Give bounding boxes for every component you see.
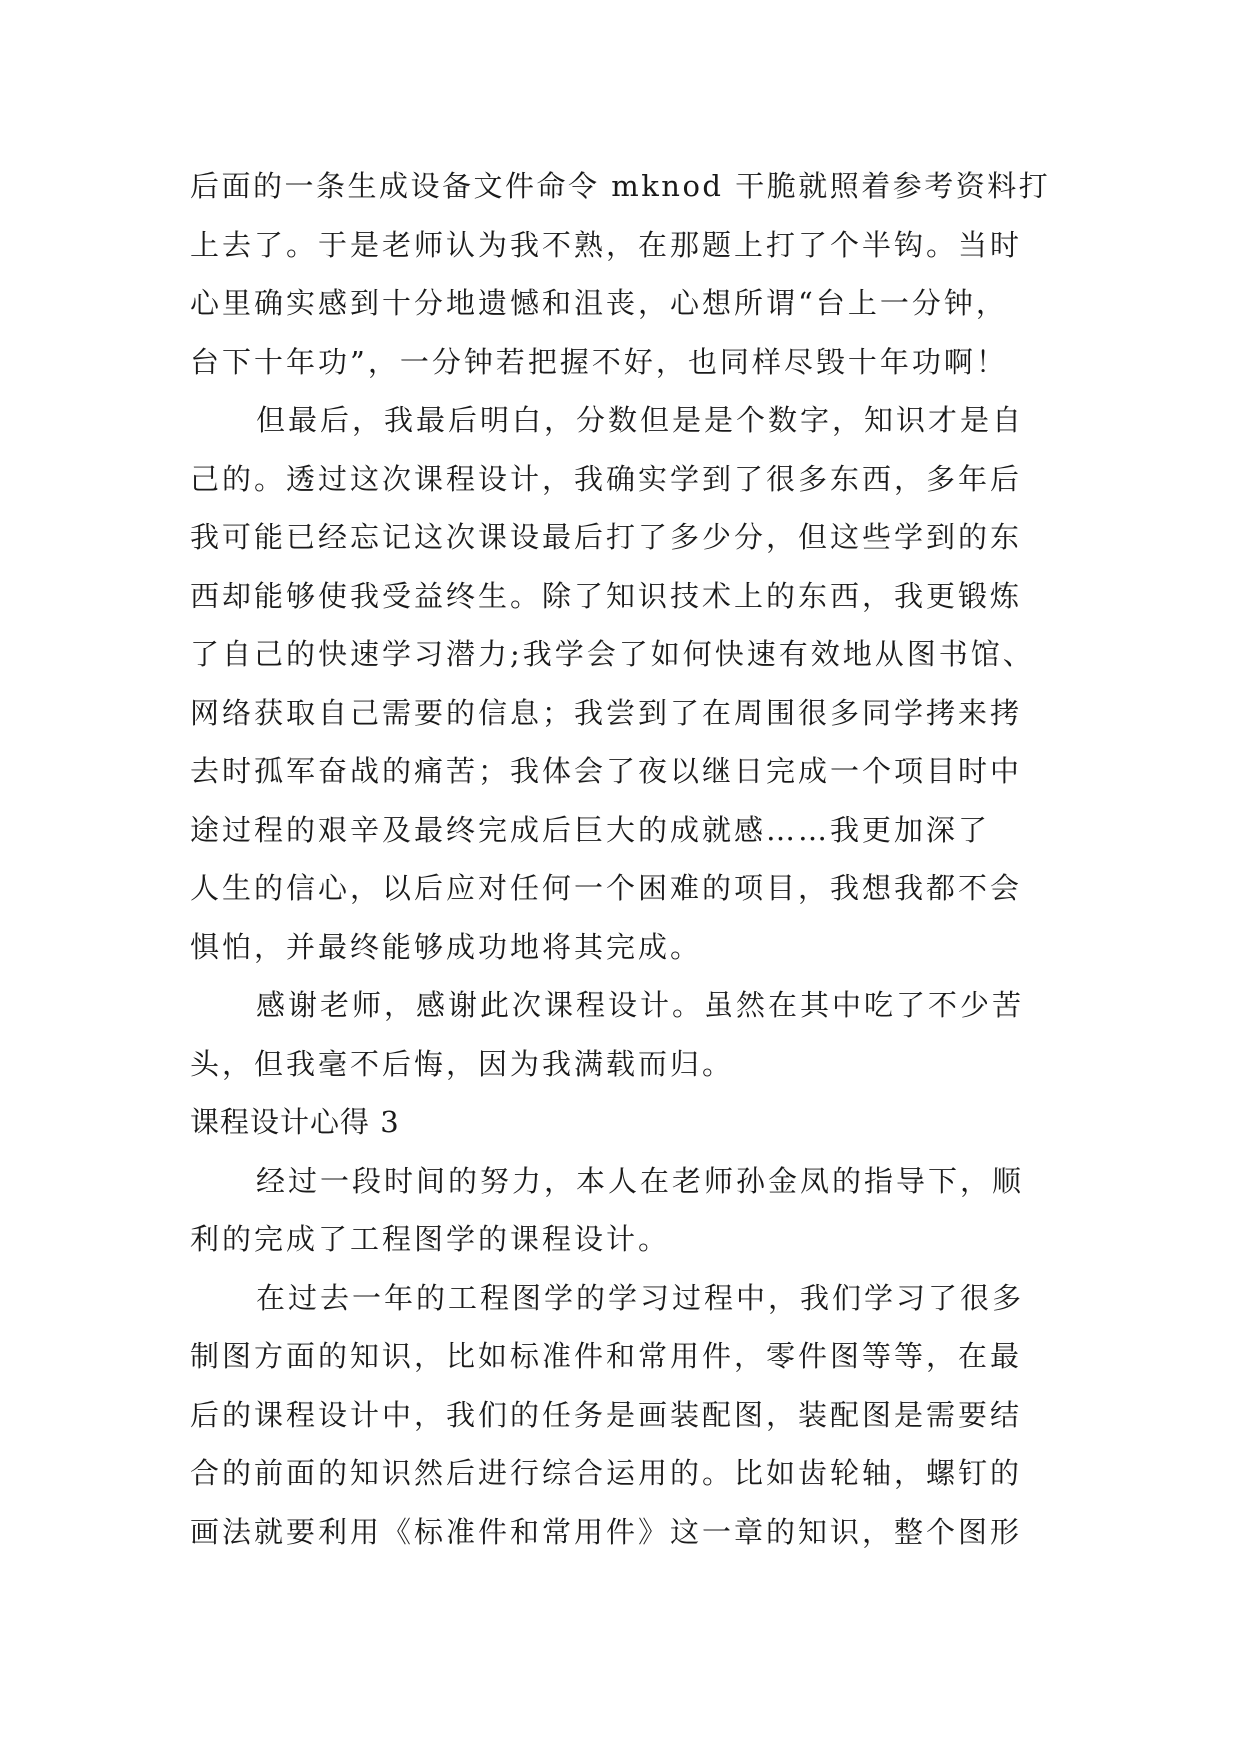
text-line: 上去了。于是老师认为我不熟，在那题上打了个半钩。当时 <box>190 227 1023 262</box>
text-line: 人生的信心，以后应对任何一个困难的项目，我想我都不会 <box>190 871 1023 905</box>
paragraph-first-line: 在过去一年的工程图学的学习过程中，我们学习了很多 <box>256 1280 1025 1315</box>
text-line: 网络获取自己需要的信息；我尝到了在周围很多同学拷来拷 <box>190 695 1023 730</box>
text-line: 西却能够使我受益终生。除了知识技术上的东西，我更锻炼 <box>190 578 1023 613</box>
text-line: 画法就要利用《标准件和常用件》这一章的知识，整个图形 <box>190 1514 1023 1549</box>
text-line: 制图方面的知识，比如标准件和常用件，零件图等等，在最 <box>190 1339 1023 1373</box>
text-line: 利的完成了工程图学的课程设计。 <box>190 1222 671 1256</box>
text-line: 惧怕，并最终能够成功地将其完成。 <box>190 929 703 964</box>
text-line: 后面的一条生成设备文件命令 mknod 干脆就照着参考资料打 <box>190 169 1051 203</box>
text-line: 后的课程设计中，我们的任务是画装配图，装配图是需要结 <box>190 1397 1023 1432</box>
document-body <box>190 157 1058 1561</box>
text-line: 途过程的艰辛及最终完成后巨大的成就感……我更加深了 <box>190 812 991 847</box>
text-line: 我可能已经忘记这次课设最后打了多少分，但这些学到的东 <box>190 520 1023 554</box>
text-line: 去时孤军奋战的痛苦；我体会了夜以继日完成一个项目时中 <box>190 754 1023 788</box>
paragraph-first-line: 但最后，我最后明白，分数但是是个数字，知识才是自 <box>256 403 1025 437</box>
text-line: 己的。透过这次课程设计，我确实学到了很多东西，多年后 <box>190 461 1023 496</box>
text-line: 合的前面的知识然后进行综合运用的。比如齿轮轴，螺钉的 <box>190 1456 1023 1490</box>
text-line: 台下十年功”，一分钟若把握不好，也同样尽毁十年功啊！ <box>190 344 1008 379</box>
text-line: 心里确实感到十分地遗憾和沮丧，心想所谓“台上一分钟， <box>190 286 1008 320</box>
section-heading: 课程设计心得 3 <box>190 1105 400 1139</box>
text-line: 了自己的快速学习潜力;我学会了如何快速有效地从图书馆、 <box>190 637 1035 671</box>
paragraph-first-line: 经过一段时间的努力，本人在老师孙金凤的指导下，顺 <box>256 1163 1025 1198</box>
text-line: 头，但我毫不后悔，因为我满载而归。 <box>190 1046 735 1081</box>
paragraph-first-line: 感谢老师，感谢此次课程设计。虽然在其中吃了不少苦 <box>256 988 1025 1022</box>
